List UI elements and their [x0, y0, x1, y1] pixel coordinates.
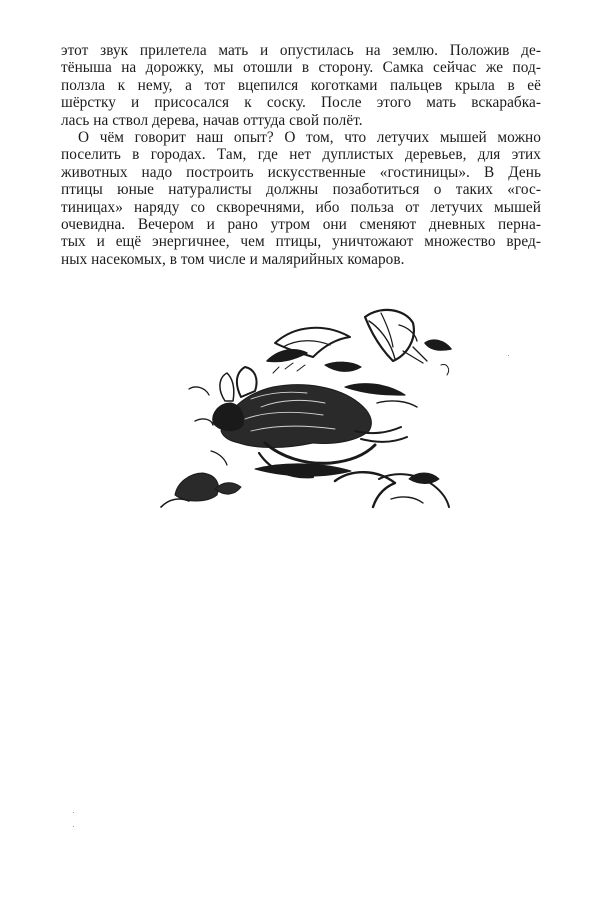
body-text	[61, 42, 541, 268]
text-line: ных насекомых, в том числе и малярийных комаров.	[61, 250, 405, 268]
print-speck	[508, 355, 509, 356]
text-line: тых и ещё энергичнее, чем птицы, уничтожают множество вред-	[61, 233, 541, 251]
text-line: тёныша на дорожку, мы отошли в сторону. Самка сейчас же под-	[61, 59, 541, 77]
text-line: поселить в городах. Там, где нет дуплистых деревьев, для этих	[61, 146, 541, 164]
bat-illustration-icon	[155, 303, 463, 521]
text-line: этот звук прилетела мать и опустилась на землю. Положив де-	[61, 42, 541, 59]
text-line: ползла к нему, а тот вцепился коготками пальцев крыла в её	[61, 76, 541, 94]
paragraph-1	[61, 42, 541, 129]
print-speck	[73, 812, 74, 813]
paragraph-2	[61, 129, 541, 268]
text-line: О чём говорит наш опыт? О том, что летучих мышей можно	[78, 128, 541, 146]
text-line: птицы юные натуралисты должны позаботиться о таких «гос-	[61, 181, 541, 199]
text-line: животных надо построить искусственные «гостиницы». В День	[61, 163, 541, 181]
text-line: шёрстку и присосался к соску. После этого мать вскарабка-	[61, 94, 541, 112]
text-line: очевидна. Вечером и рано утром они сменяют дневных перна-	[61, 215, 541, 233]
print-speck	[73, 826, 74, 827]
text-line: тиницах» наряду со скворечнями, ибо польза от летучих мышей	[61, 198, 541, 216]
text-line: лась на ствол дерева, начав оттуда свой полёт.	[61, 111, 363, 129]
bat-with-baby-illustration	[155, 303, 463, 521]
